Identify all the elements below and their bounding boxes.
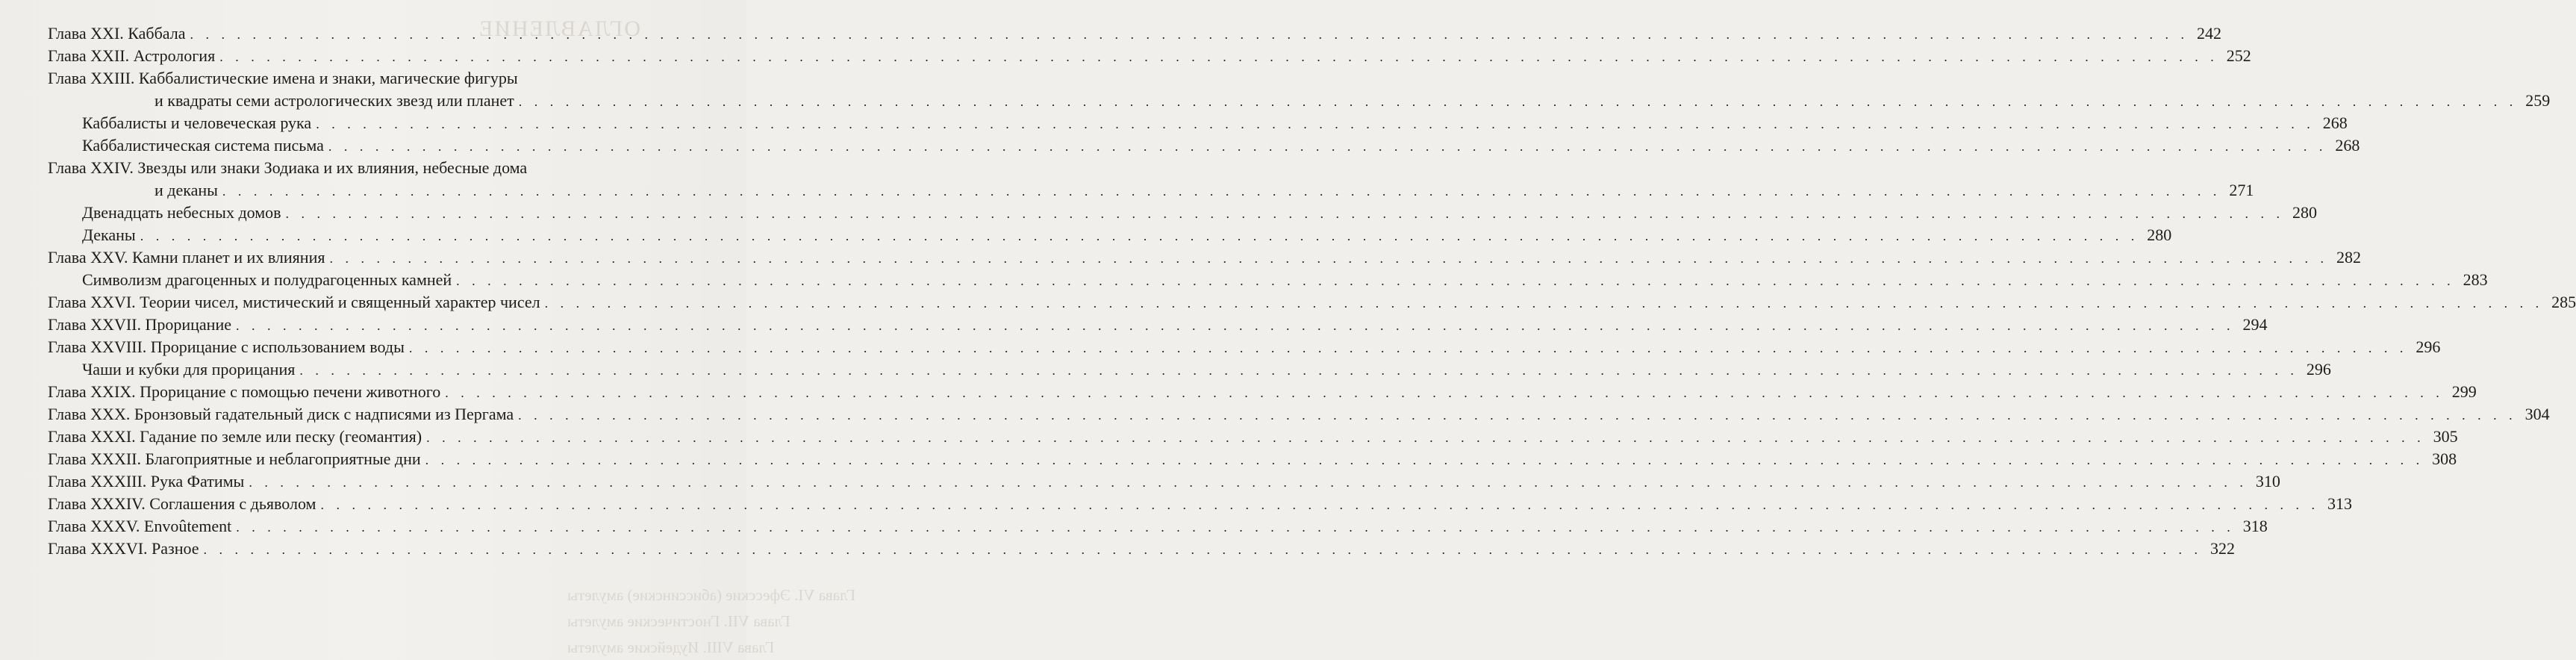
leader-dots (518, 404, 2517, 426)
toc-title: Глава XXII. Астрология (48, 46, 216, 65)
toc-subentry[interactable] (48, 202, 2318, 224)
toc-entry[interactable] (48, 314, 2268, 336)
toc-title: Глава XXIX. Прорицание с помощью печени животного (48, 382, 441, 401)
toc-entry-first-line[interactable] (48, 157, 694, 179)
leader-dots (236, 314, 2235, 337)
leader-dots (190, 23, 2189, 46)
toc-page-number: 280 (2292, 203, 2318, 222)
leader-dots (425, 449, 2424, 471)
leader-dots (329, 247, 2328, 270)
toc-page-number: 305 (2433, 427, 2458, 446)
toc-entry[interactable] (48, 426, 2458, 448)
table-of-contents (48, 22, 2576, 560)
toc-entry[interactable] (48, 291, 2576, 314)
toc-entry[interactable] (48, 336, 2441, 358)
toc-title: Символизм драгоценных и полудрагоценных камней (82, 270, 452, 289)
toc-page-number: 252 (2226, 46, 2251, 65)
toc-title: Глава XXI. Каббала (48, 24, 186, 43)
leader-dots (426, 426, 2425, 449)
toc-page-number: 310 (2255, 472, 2280, 491)
leader-dots (328, 135, 2327, 158)
toc-entry[interactable] (48, 403, 2550, 426)
leader-dots (249, 471, 2248, 494)
toc-entry[interactable] (48, 246, 2361, 269)
toc-title: Глава XXXVI. Разное (48, 539, 199, 558)
show-through-line: Глава VI. Эфесские (абиссинские) амулеты (567, 586, 856, 604)
leader-dots (320, 494, 2319, 516)
toc-page-number: 296 (2306, 360, 2331, 379)
toc-page-number: 322 (2210, 539, 2236, 558)
toc-title: Глава XXXV. Envoûtement (48, 517, 232, 535)
toc-entry[interactable] (48, 493, 2352, 515)
toc-title: Каббалистическая система письма (82, 136, 324, 155)
toc-entry[interactable] (48, 470, 2280, 493)
toc-subentry[interactable] (48, 358, 2331, 381)
toc-page-number: 268 (2322, 113, 2348, 132)
toc-page-number: 282 (2336, 248, 2361, 267)
toc-title: Глава XXXI. Гадание по земле или песку (геомантия) (48, 427, 422, 446)
toc-entry-continuation[interactable] (48, 90, 2551, 112)
toc-page-number: 280 (2147, 225, 2172, 244)
show-through-line: Глава VII. Гностические амулеты (567, 612, 790, 630)
toc-entry[interactable] (48, 515, 2268, 538)
show-through-line: Глава VIII. Иудейские амулеты (567, 638, 775, 656)
toc-subentry[interactable] (48, 269, 2488, 291)
toc-page-number: 271 (2229, 181, 2254, 199)
toc-title: Глава XXXIII. Рука Фатимы (48, 472, 245, 491)
toc-page-number: 268 (2335, 136, 2360, 155)
toc-page-number: 296 (2416, 337, 2441, 356)
toc-subentry[interactable] (48, 112, 2348, 134)
toc-title: и деканы (155, 181, 218, 199)
leader-dots (409, 337, 2408, 359)
toc-page-number: 259 (2525, 91, 2551, 110)
leader-dots (286, 202, 2285, 225)
toc-page-number: 294 (2242, 315, 2268, 334)
toc-entry[interactable] (48, 45, 2251, 67)
toc-title: Глава XXIV. Звезды или знаки Зодиака и их влияния, небесные дома (48, 158, 528, 177)
toc-entry-continuation[interactable] (48, 179, 2254, 202)
toc-title: Глава XXVIII. Прорицание с использованием воды (48, 337, 405, 356)
toc-title: Глава XXV. Камни планет и их влияния (48, 248, 325, 267)
toc-page-number: 318 (2242, 517, 2268, 535)
toc-entry[interactable] (48, 538, 2236, 560)
toc-title: Глава XXXII. Благоприятные и неблагоприятные дни (48, 449, 421, 468)
leader-dots (445, 382, 2444, 404)
leader-dots (204, 538, 2203, 561)
toc-entry[interactable] (48, 381, 2477, 403)
leader-dots (456, 270, 2455, 292)
toc-entry[interactable] (48, 448, 2457, 470)
toc-subentry[interactable] (48, 224, 2172, 246)
leader-dots (219, 46, 2218, 68)
toc-title: и квадраты семи астрологических звезд или планет (155, 91, 514, 110)
toc-title: Глава XXVII. Прорицание (48, 315, 231, 334)
toc-title: Глава XXVI. Теории чисел, мистический и священный характер чисел (48, 293, 540, 311)
leader-dots (316, 113, 2315, 135)
show-through-heading: ОГЛАВЛЕНИЕ (478, 16, 640, 41)
leader-dots (545, 292, 2544, 314)
toc-subentry[interactable] (48, 134, 2360, 157)
toc-page-number: 283 (2463, 270, 2488, 289)
toc-page-number: 313 (2327, 494, 2352, 513)
toc-entry[interactable] (48, 22, 2222, 45)
leader-dots (519, 90, 2518, 113)
toc-title: Глава XXXIV. Соглашения с дьяволом (48, 494, 316, 513)
toc-title: Каббалисты и человеческая рука (82, 113, 312, 132)
toc-title: Деканы (82, 225, 136, 244)
toc-entry-first-line[interactable] (48, 67, 694, 90)
leader-dots (236, 516, 2235, 538)
toc-title: Глава XXIII. Каббалистические имена и знаки, магические фигуры (48, 69, 518, 87)
leader-dots (299, 359, 2298, 382)
leader-dots (222, 180, 2221, 202)
toc-page-number: 304 (2524, 405, 2550, 423)
toc-page-number: 242 (2197, 24, 2222, 43)
toc-title: Глава XXX. Бронзовый гадательный диск с надписями из Пергама (48, 405, 514, 423)
toc-title: Двенадцать небесных домов (82, 203, 281, 222)
toc-page-number: 299 (2451, 382, 2477, 401)
toc-page-number: 308 (2432, 449, 2457, 468)
toc-page-number: 285 (2551, 293, 2576, 311)
leader-dots (140, 225, 2139, 247)
toc-title: Чаши и кубки для прорицания (82, 360, 296, 379)
